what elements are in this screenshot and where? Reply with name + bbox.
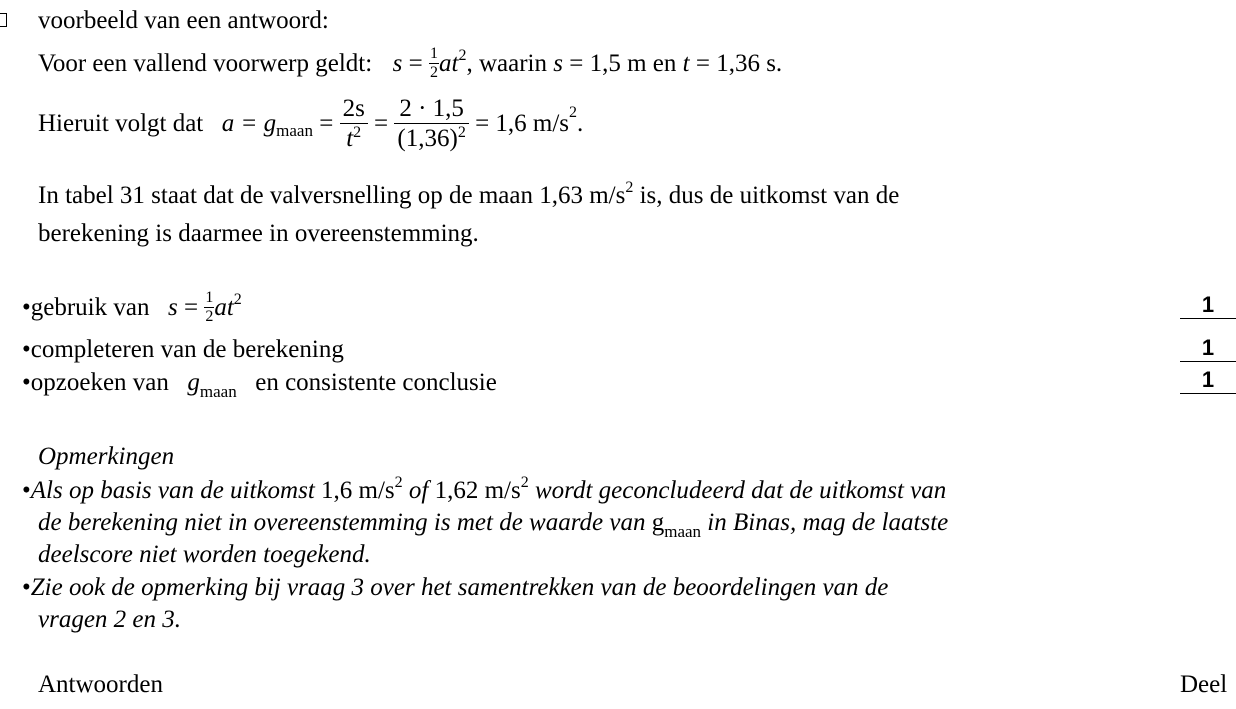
answer-line-3: In tabel 31 staat dat de valversnelling op de maan 1,63 $m/s^2$ is, dus de uitkomst van de [38,179,900,209]
fraction-numeric: $\frac{2 \cdot 1,5}{(1,36)^2}$ [394,96,468,151]
half-fraction: $\frac{1}{2}$ [430,45,439,81]
remark-1-line-1: •Als op basis van de uitkomst 1,6 $m/s^2$ of 1,62 $m/s^2$ wordt geconcludeerd dat de uitkomst van [22,474,947,504]
half-fraction-criterion: $\frac{1}{2}$ [205,289,214,325]
score-1: 1 [1180,294,1236,319]
remark-1-line-3: deelscore niet worden toegekend. [38,541,371,568]
answer-line-4: berekening is daarmee in overeenstemming. [38,220,479,247]
criterion-3: •opzoeken van $g_{maan}$ en consistente conclusie [22,369,497,401]
answer-line-2: Hieruit volgt dat $a = g_{maan}$ = $\frac{2s}{t^2}$ = $\frac{2 \cdot 1,5}{(1,36)^2}$ = 1,6 $m/s^2$. [38,95,584,152]
answer-line-1: Voor een vallend voorwerp geldt: s = $\frac{1}{2}$ $at^2$, waarin s = 1,5 m en t = 1,36 s. [38,45,783,81]
score-3: 1 [1180,369,1236,394]
remark-2-line-2: vragen 2 en 3. [38,606,182,633]
remarks-heading: Opmerkingen [38,443,175,470]
remark-1-line-2: de berekening niet in overeenstemming is met de waarde van $g_{maan}$ in Binas, mag de laatste [38,509,949,541]
footer-right: Deel [1180,671,1228,698]
criterion-1: •gebruik van s = $\frac{1}{2}$ $at^2$ [22,289,242,325]
remark-2-line-1: •Zie ook de opmerking bij vraag 3 over het samentrekken van de beoordelingen van de [22,574,889,601]
footer-left: Antwoorden [38,671,163,698]
score-2: 1 [1180,337,1236,362]
answer-intro: voorbeeld van een antwoord: [38,7,329,34]
criterion-2: •completeren van de berekening [22,336,344,363]
checkbox-marker [0,13,7,27]
fraction-2s-over-t2: $\frac{2s}{t^2}$ [340,96,368,151]
